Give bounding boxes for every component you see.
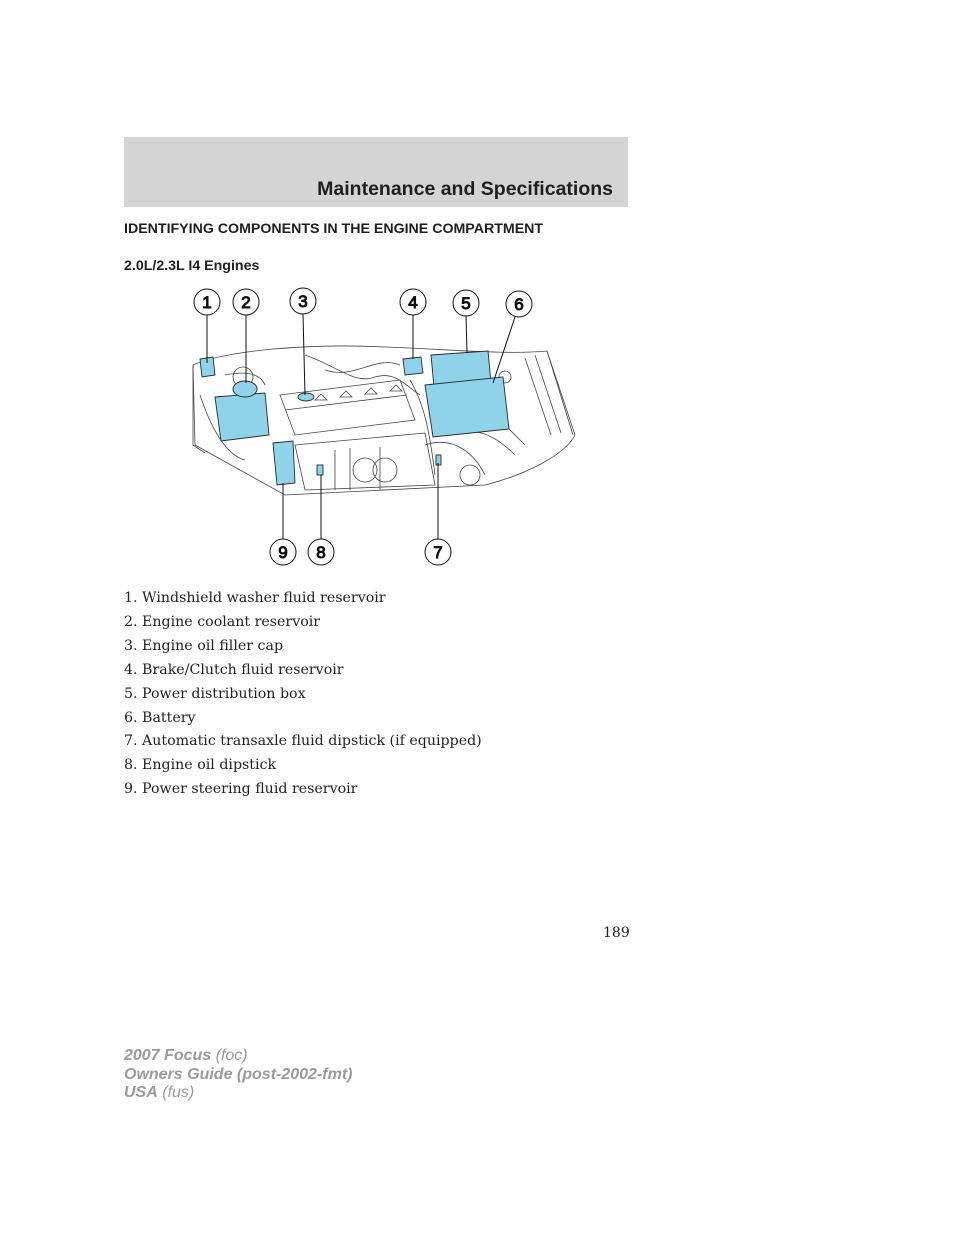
footer-model: 2007 Focus xyxy=(124,1047,212,1064)
sub-heading: 2.0L/2.3L I4 Engines xyxy=(124,258,260,274)
footer-guide: Owners Guide (post-2002-fmt) xyxy=(124,1065,353,1083)
legend-item: 7. Automatic transaxle fluid dipstick (if equipped) xyxy=(124,733,482,750)
battery-part xyxy=(425,377,509,437)
footer-line-3 xyxy=(124,1084,352,1103)
section-heading: IDENTIFYING COMPONENTS IN THE ENGINE COMPARTMENT xyxy=(124,221,544,237)
legend-item: 2. Engine coolant reservoir xyxy=(124,613,321,630)
legend-item: 1. Windshield washer fluid reservoir xyxy=(124,590,386,606)
legend-item: 4. Brake/Clutch fluid reservoir xyxy=(124,661,344,678)
page-title: Maintenance and Specifications xyxy=(317,178,613,200)
svg-text:3: 3 xyxy=(298,292,308,311)
svg-text:4: 4 xyxy=(408,293,418,312)
brake-reservoir-part xyxy=(403,357,423,375)
callout-6 xyxy=(506,291,532,317)
svg-text:5: 5 xyxy=(461,294,471,313)
legend-item: 8. Engine oil dipstick xyxy=(124,757,277,774)
footer-market-code: (fus) xyxy=(162,1084,195,1101)
callout-4 xyxy=(400,289,426,315)
coolant-reservoir-part xyxy=(215,393,269,441)
coolant-cap-part xyxy=(233,381,257,397)
footer-line-2 xyxy=(124,1066,352,1085)
callout-3 xyxy=(290,288,316,314)
svg-text:6: 6 xyxy=(514,295,524,314)
engine-compartment-diagram xyxy=(185,285,580,570)
component-legend xyxy=(124,587,482,802)
svg-text:9: 9 xyxy=(278,543,288,562)
svg-text:8: 8 xyxy=(316,543,326,562)
callout-2 xyxy=(233,289,259,315)
header-band xyxy=(124,137,628,207)
callout-9 xyxy=(270,539,296,565)
footer-market: USA xyxy=(124,1084,158,1101)
legend-item: 9. Power steering fluid reservoir xyxy=(124,781,358,798)
legend-item: 5. Power distribution box xyxy=(124,685,306,702)
callout-1 xyxy=(194,289,220,315)
legend-item: 3. Engine oil filler cap xyxy=(124,637,284,654)
page-number: 189 xyxy=(603,925,630,941)
footer-line-1 xyxy=(124,1047,352,1066)
svg-text:7: 7 xyxy=(433,543,443,562)
footer-model-code: (foc) xyxy=(215,1047,248,1064)
legend-item: 6. Battery xyxy=(124,709,196,726)
footer xyxy=(124,1047,352,1103)
callout-8 xyxy=(308,539,334,565)
svg-text:1: 1 xyxy=(202,293,212,312)
oil-dipstick-part xyxy=(317,465,323,475)
callout-7 xyxy=(425,539,451,565)
power-steering-reservoir-part xyxy=(273,441,295,485)
svg-text:2: 2 xyxy=(241,293,251,312)
callout-5 xyxy=(453,290,479,316)
oil-filler-cap-part xyxy=(298,393,314,401)
